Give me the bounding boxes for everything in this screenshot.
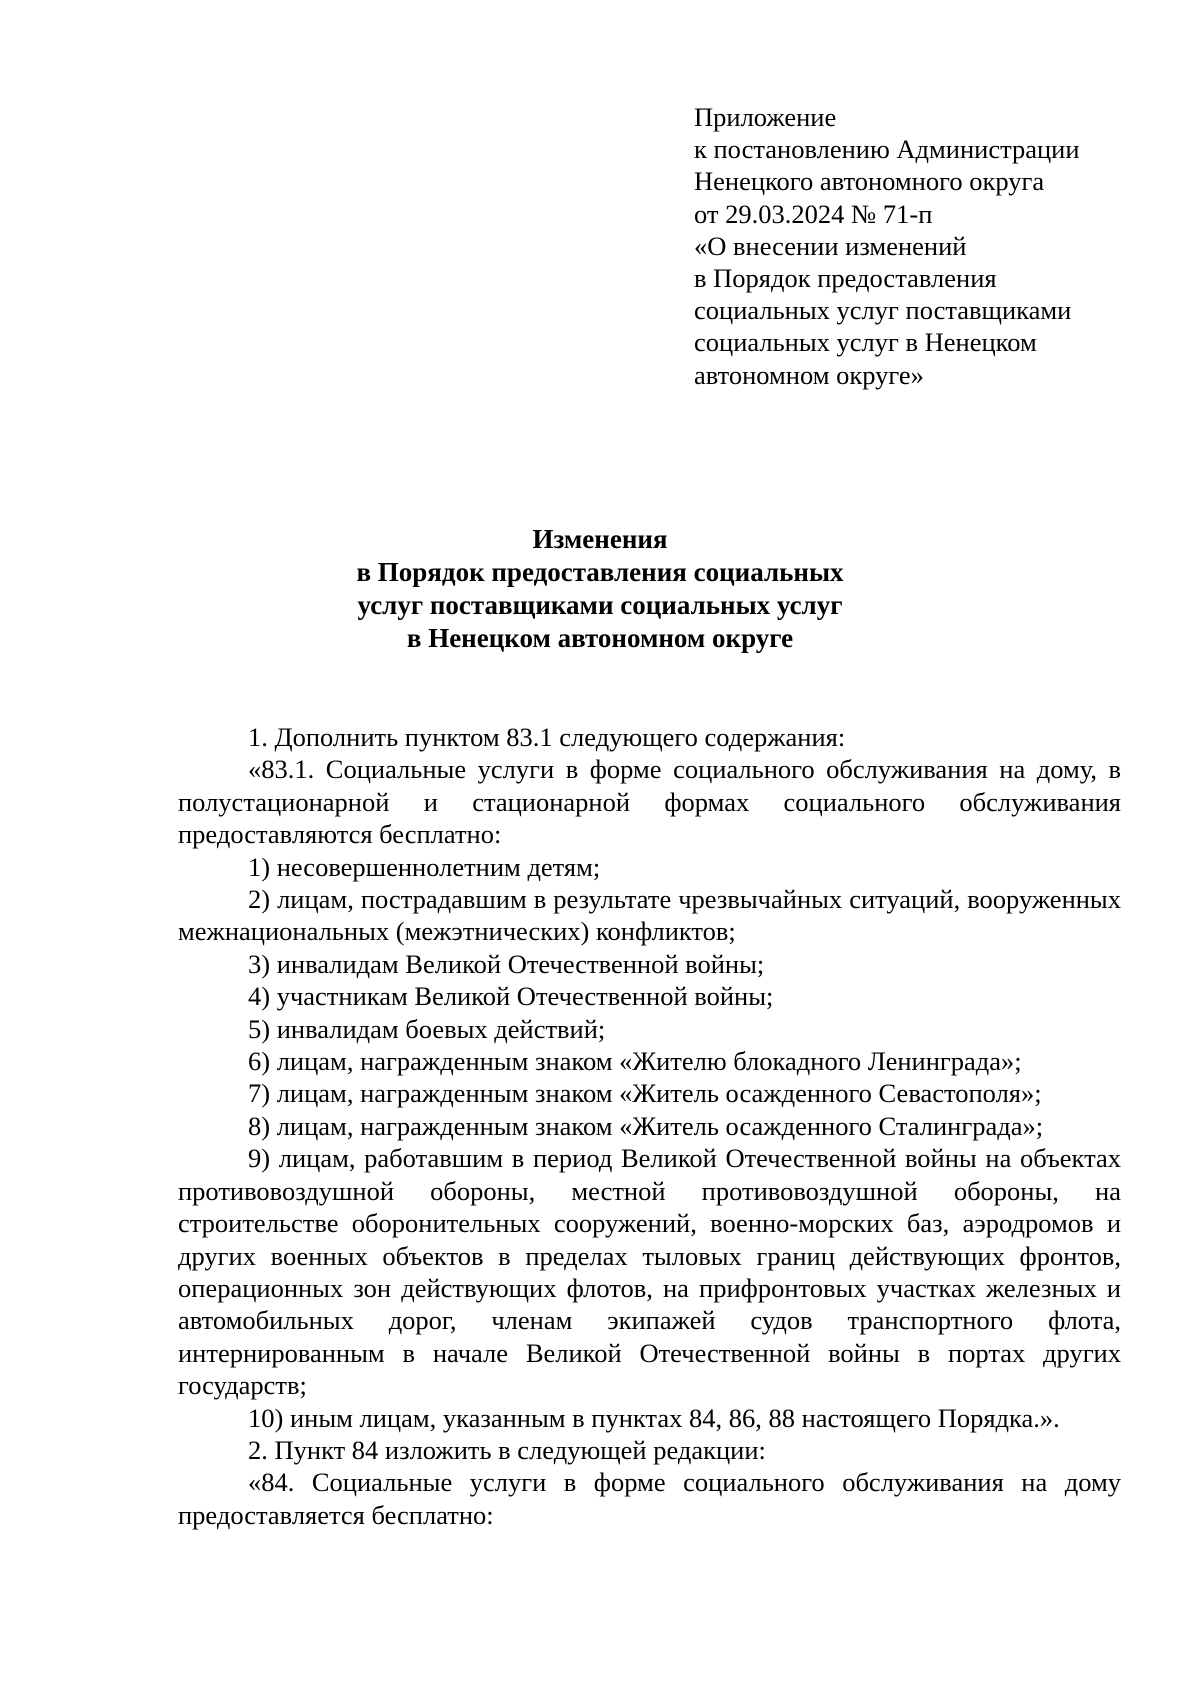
list-item: 6) лицам, награжденным знаком «Жителю блокадного Ленинграда»; xyxy=(248,1046,1022,1077)
title-line: Изменения xyxy=(532,524,668,554)
appendix-line: от 29.03.2024 № 71-п xyxy=(694,198,933,229)
appendix-line: «О внесении изменений xyxy=(694,230,967,261)
title-line: услуг поставщиками социальных услуг xyxy=(357,590,843,620)
list-item: 10) иным лицам, указанным в пунктах 84, 86, 88 настоящего Порядка.». xyxy=(248,1402,1060,1433)
appendix-line: социальных услуг поставщиками xyxy=(694,295,1072,326)
document-body xyxy=(178,721,1121,1531)
appendix-line: в Порядок предоставления xyxy=(694,263,997,294)
appendix-line: автономном округе» xyxy=(694,359,924,390)
paragraph-84: «84. Социальные услуги в форме социального обслуживания на дому предоставляется бесплатно: xyxy=(178,1467,1121,1530)
appendix-line: социальных услуг в Ненецком xyxy=(694,327,1037,358)
paragraph-item-2: 2. Пункт 84 изложить в следующей редакции: xyxy=(248,1434,766,1465)
appendix-block xyxy=(694,101,1174,391)
title-line: в Ненецком автономном округе xyxy=(406,623,794,653)
list-item: 1) несовершеннолетним детям; xyxy=(248,851,601,882)
paragraph-83-1: «83.1. Социальные услуги в форме социального обслуживания на дому, в полустационарной и стационарной формах социального обслуживания предоставляются бесплатно: xyxy=(178,754,1121,850)
list-item: 8) лицам, награжденным знаком «Житель осажденного Сталинграда»; xyxy=(248,1110,1044,1141)
document-title xyxy=(0,523,1200,655)
title-line: в Порядок предоставления социальных xyxy=(356,557,844,587)
appendix-line: к постановлению Администрации xyxy=(694,134,1080,165)
list-item: 4) участникам Великой Отечественной войны; xyxy=(248,981,774,1012)
list-item: 3) инвалидам Великой Отечественной войны; xyxy=(248,948,765,979)
list-item: 2) лицам, пострадавшим в результате чрезвычайных ситуаций, вооруженных межнациональных (межэтнических) конфликтов; xyxy=(178,884,1121,947)
list-item: 7) лицам, награжденным знаком «Житель осажденного Севастополя»; xyxy=(248,1078,1042,1109)
list-item: 9) лицам, работавшим в период Великой Отечественной войны на объектах противовоздушной обороны, местной противовоздушной обороны, на строительстве оборонительных сооружений, военно-морских баз, аэродромов и других военных объектов в пределах тыловых границ действующих фронтов, операционных зон действующих флотов, на прифронтовых участках железных и автомобильных дорог, членам экипажей судов транспортного флота, интернированным в начале Великой Отечественной войны в портах других государств; xyxy=(178,1143,1121,1401)
list-item: 5) инвалидам боевых действий; xyxy=(248,1013,606,1044)
appendix-line: Приложение xyxy=(694,102,837,132)
appendix-line: Ненецкого автономного округа xyxy=(694,166,1045,197)
paragraph-item-1: 1. Дополнить пунктом 83.1 следующего содержания: xyxy=(248,722,846,752)
